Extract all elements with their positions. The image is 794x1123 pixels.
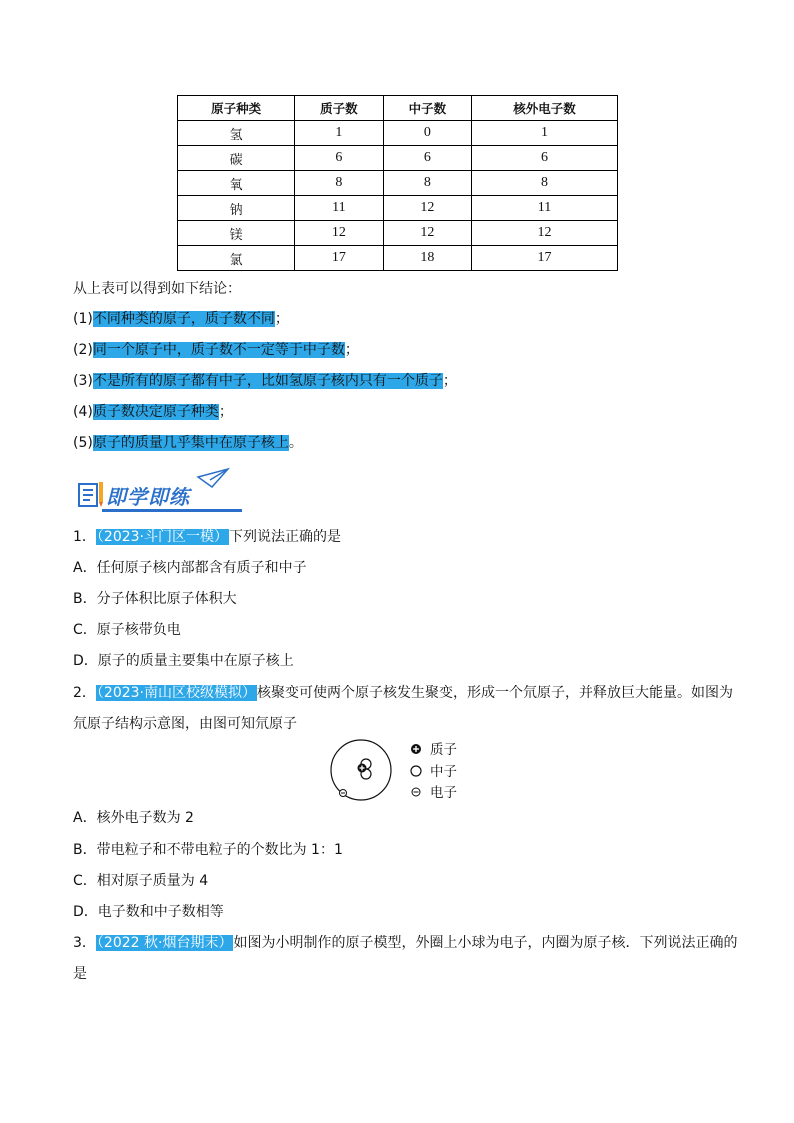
table-cell: 11 — [472, 196, 618, 221]
question-3-stem — [73, 933, 737, 953]
table-cell: 17 — [295, 246, 383, 271]
question-source-tag: （2023·南山区校级模拟） — [96, 685, 257, 701]
table-cell: 12 — [295, 221, 383, 246]
table-cell: 镁 — [178, 221, 295, 246]
question-stem-text: 下列说法正确的是 — [229, 529, 342, 545]
table-cell: 氯 — [178, 246, 295, 271]
table-cell: 12 — [383, 196, 471, 221]
proton-icon — [410, 740, 430, 760]
question-source-tag: （2023·斗门区一模） — [96, 529, 229, 545]
table-cell: 氧 — [178, 171, 295, 196]
table-cell: 钠 — [178, 196, 295, 221]
header-cell: 核外电子数 — [472, 96, 618, 121]
banner-underline — [102, 509, 242, 512]
option-a: A．任何原子核内部都含有质子和中子 — [73, 560, 307, 576]
question-number: 3． — [73, 935, 96, 951]
question-1-stem — [73, 527, 341, 547]
table-cell: 6 — [383, 146, 471, 171]
option-d: D．电子数和中子数相等 — [73, 904, 224, 920]
table-cell: 氢 — [178, 121, 295, 146]
item-end: ； — [274, 311, 289, 327]
question-3-stem-cont: 是 — [73, 966, 87, 982]
conclusion-item — [73, 402, 233, 422]
table-header-row — [178, 96, 618, 121]
legend-label: 质子 — [430, 742, 457, 758]
option-a: A．核外电子数为 2 — [73, 810, 194, 826]
conclusion-item — [73, 340, 359, 360]
question-number: 2． — [73, 685, 96, 701]
highlighted-text: 同一个原子中，质子数不一定等于中子数 — [92, 342, 345, 358]
conclusion-item — [73, 371, 457, 391]
conclusion-item — [73, 309, 289, 329]
item-number: (2) — [73, 342, 93, 358]
table-cell: 12 — [383, 221, 471, 246]
question-stem-text: 核聚变可使两个原子核发生聚变，形成一个氘原子，并释放巨大能量。如图为 — [257, 685, 734, 701]
table-cell: 8 — [383, 171, 471, 196]
item-end: ； — [218, 404, 233, 420]
paper-plane-icon — [196, 467, 230, 489]
electron-icon — [410, 783, 430, 803]
table-cell: 11 — [295, 196, 383, 221]
question-2-stem-cont: 氘原子结构示意图，由图可知氘原子 — [73, 716, 297, 732]
table-cell: 碳 — [178, 146, 295, 171]
highlighted-text: 不是所有的原子都有中子，比如氢原子核内只有一个质子 — [92, 373, 443, 389]
option-b: B．带电粒子和不带电粒子的个数比为 1：1 — [73, 842, 343, 858]
item-end: 。 — [288, 435, 303, 451]
table-row — [178, 121, 618, 146]
option-b: B．分子体积比原子体积大 — [73, 591, 237, 607]
question-source-tag: （2022 秋·烟台期末） — [96, 935, 233, 951]
banner-title: 即学即练 — [106, 485, 190, 509]
practice-banner — [76, 467, 246, 515]
legend-electron — [410, 783, 457, 803]
table-cell: 18 — [383, 246, 471, 271]
legend-label: 中子 — [430, 764, 457, 780]
header-cell: 原子种类 — [178, 96, 295, 121]
table-row — [178, 246, 618, 271]
option-d: D．原子的质量主要集中在原子核上 — [73, 653, 294, 669]
header-cell: 质子数 — [295, 96, 383, 121]
item-number: (5) — [73, 435, 93, 451]
conclusion-item — [73, 433, 303, 453]
legend-label: 电子 — [430, 785, 457, 801]
item-end: ； — [442, 373, 457, 389]
option-c: C．原子核带负电 — [73, 622, 181, 638]
header-cell: 中子数 — [383, 96, 471, 121]
table-row — [178, 171, 618, 196]
table-cell: 1 — [472, 121, 618, 146]
highlighted-text: 质子数决定原子种类 — [92, 404, 219, 420]
highlighted-text: 原子的质量几乎集中在原子核上 — [92, 435, 289, 451]
question-number: 1． — [73, 529, 96, 545]
table-cell: 6 — [472, 146, 618, 171]
table-cell: 8 — [472, 171, 618, 196]
table-cell: 12 — [472, 221, 618, 246]
legend-proton — [410, 740, 457, 760]
item-number: (1) — [73, 311, 93, 327]
table-row — [178, 196, 618, 221]
table-cell: 0 — [383, 121, 471, 146]
question-stem-text: 如图为小明制作的原子模型，外圈上小球为电子，内圈为原子核．下列说法正确的 — [233, 935, 738, 951]
option-c: C．相对原子质量为 4 — [73, 873, 209, 889]
item-end: ； — [344, 342, 359, 358]
atom-table — [177, 95, 618, 271]
notebook-icon — [76, 479, 106, 509]
table-cell: 17 — [472, 246, 618, 271]
deuterium-atom-diagram — [326, 738, 406, 804]
table-row — [178, 146, 618, 171]
conclusion-intro: 从上表可以得到如下结论： — [73, 281, 241, 297]
question-2-stem — [73, 683, 733, 703]
table-cell: 1 — [295, 121, 383, 146]
legend-neutron — [410, 762, 457, 782]
neutron-icon — [410, 762, 430, 782]
table-cell: 6 — [295, 146, 383, 171]
table-row — [178, 221, 618, 246]
item-number: (4) — [73, 404, 93, 420]
item-number: (3) — [73, 373, 93, 389]
highlighted-text: 不同种类的原子，质子数不同 — [92, 311, 275, 327]
table-cell: 8 — [295, 171, 383, 196]
